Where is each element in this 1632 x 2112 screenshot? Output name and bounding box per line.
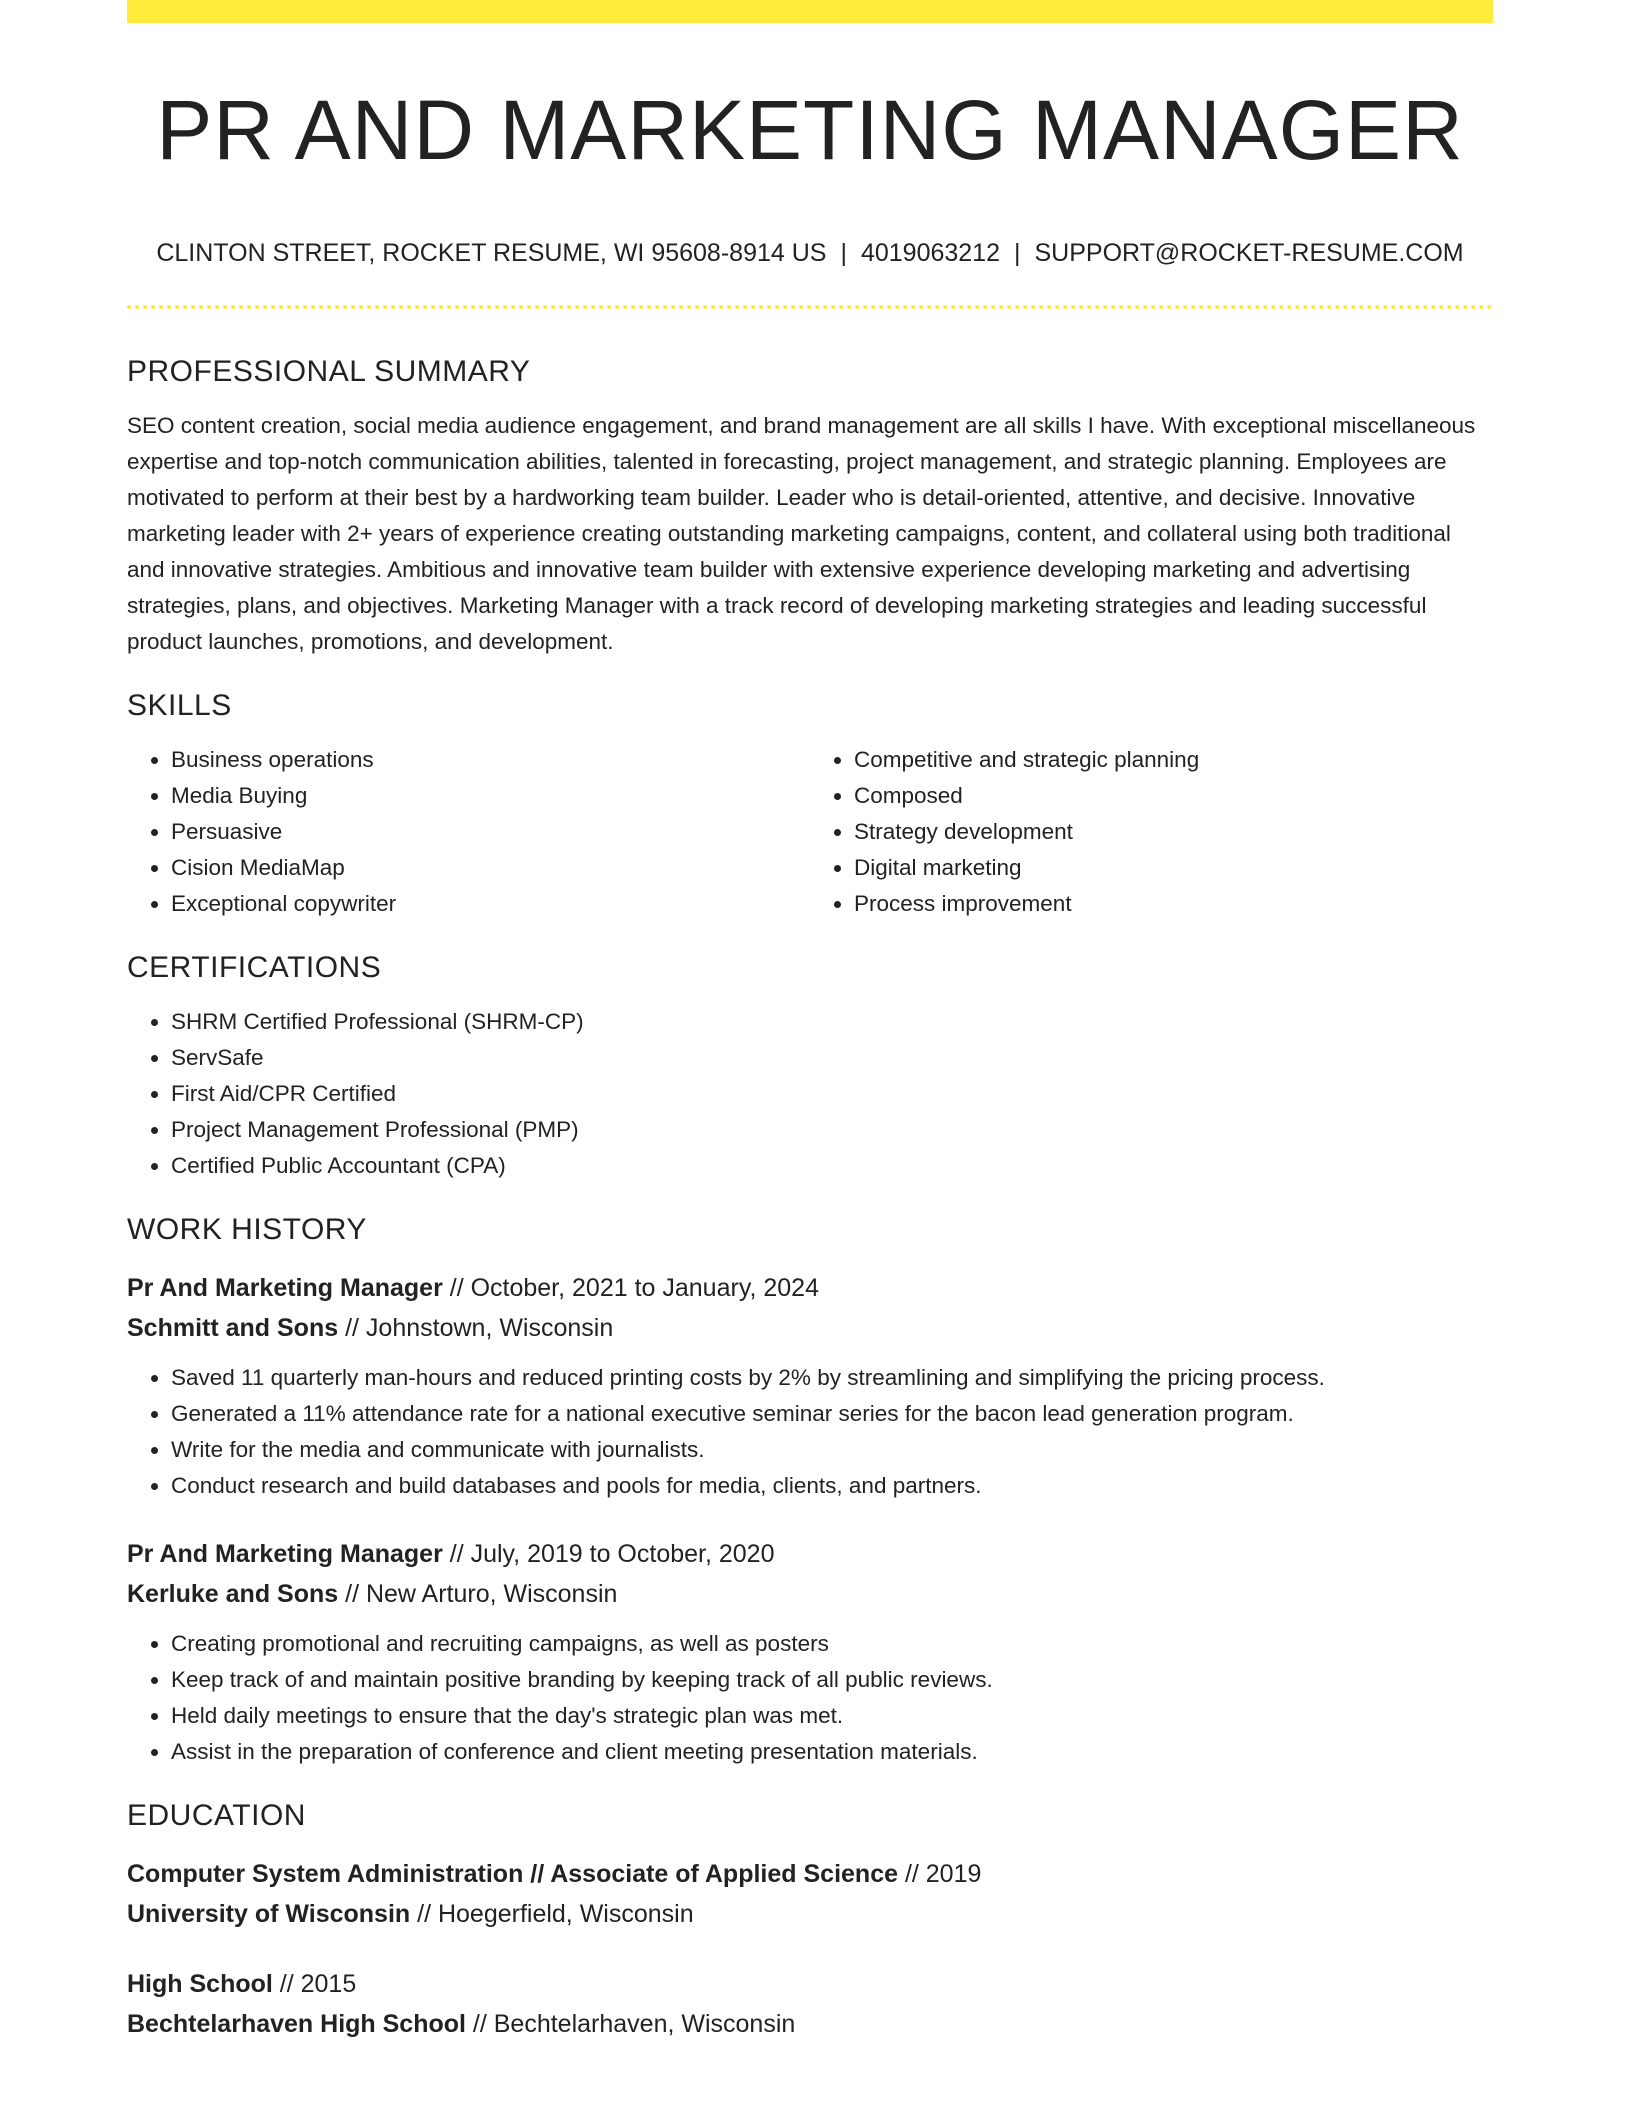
skill-item: • Business operations <box>171 742 810 778</box>
education-entry <box>127 1854 1493 1934</box>
job-company: Schmitt and Sons <box>127 1314 339 1342</box>
job-company-line <box>127 1574 1493 1614</box>
job-bullet: • Keep track of and maintain positive branding by keeping track of all public reviews. <box>171 1662 1493 1698</box>
skill-item: • Composed <box>854 778 1493 814</box>
job-entry <box>127 1534 1493 1770</box>
certification-item: • ServSafe <box>171 1040 1493 1076</box>
education-degree: Computer System Administration // Associate of Applied Science <box>127 1860 898 1888</box>
skill-item: • Process improvement <box>854 886 1493 922</box>
education-degree: High School <box>127 1970 273 1998</box>
education-degree-line <box>127 1964 1493 2004</box>
education-school: University of Wisconsin <box>127 1900 411 1928</box>
skills-section <box>127 686 1493 922</box>
skills-left-list <box>127 742 810 922</box>
certification-item: • Project Management Professional (PMP) <box>171 1112 1493 1148</box>
education-school-line <box>127 2004 1493 2044</box>
education-degree-line <box>127 1854 1493 1894</box>
job-entry <box>127 1268 1493 1504</box>
job-bullet: • Saved 11 quarterly man-hours and reduced printing costs by 2% by streamlining and simplifying the pricing process. <box>171 1360 1493 1396</box>
summary-heading: PROFESSIONAL SUMMARY <box>127 355 531 388</box>
education-entry <box>127 1964 1493 2044</box>
job-bullet: • Assist in the preparation of conference and client meeting presentation materials. <box>171 1734 1493 1770</box>
education-heading: EDUCATION <box>127 1799 306 1832</box>
contact-separator: | <box>1014 239 1021 267</box>
skill-item: • Persuasive <box>171 814 810 850</box>
resume-title: PR AND MARKETING MANAGER <box>156 83 1464 177</box>
contact-address: CLINTON STREET, ROCKET RESUME, WI 95608-8914 US <box>156 239 827 267</box>
certification-item: • SHRM Certified Professional (SHRM-CP) <box>171 1004 1493 1040</box>
job-dates: // October, 2021 to January, 2024 <box>442 1274 819 1302</box>
job-title: Pr And Marketing Manager <box>127 1540 443 1568</box>
summary-text: SEO content creation, social media audience engagement, and brand management are all skills I have. With exceptional miscellaneous expertise and top-notch communication abilities, talented in forecasting, project management, and strategic planning. Employees are motivated to perform at their best by a hardworking team builder. Leader who is detail-oriented, attentive, and decisive. Innovative marketing leader with 2+ years of experience creating outstanding marketing campaigns, content, and collateral using both traditional and innovative strategies. Ambitious and innovative team builder with extensive experience developing marketing and advertising strategies, plans, and objectives. Marketing Manager with a track record of developing marketing strategies and leading successful product launches, promotions, and development. <box>127 413 1476 654</box>
job-bullet: • Creating promotional and recruiting campaigns, as well as posters <box>171 1626 1493 1662</box>
skill-item: • Strategy development <box>854 814 1493 850</box>
skills-right-list <box>810 742 1493 922</box>
education-year: // 2015 <box>272 1970 357 1998</box>
certifications-section <box>127 948 1493 1184</box>
certifications-list <box>127 1004 1493 1184</box>
certification-item: • First Aid/CPR Certified <box>171 1076 1493 1112</box>
skill-item: • Cision MediaMap <box>171 850 810 886</box>
contact-separator: | <box>840 239 847 267</box>
job-company-line <box>127 1308 1493 1348</box>
accent-bar <box>127 0 1493 23</box>
skills-columns <box>127 742 1493 922</box>
contact-line <box>127 236 1493 270</box>
job-title-line <box>127 1268 1493 1308</box>
work-history-heading: WORK HISTORY <box>127 1213 367 1246</box>
job-title-line <box>127 1534 1493 1574</box>
job-bullet: • Generated a 11% attendance rate for a national executive seminar series for the bacon lead generation program. <box>171 1396 1493 1432</box>
resume-content <box>127 352 1493 2044</box>
contact-phone: 4019063212 <box>860 239 1000 267</box>
contact-email: SUPPORT@ROCKET-RESUME.COM <box>1034 239 1464 267</box>
education-section <box>127 1796 1493 2044</box>
skill-item: • Exceptional copywriter <box>171 886 810 922</box>
certification-item: • Certified Public Accountant (CPA) <box>171 1148 1493 1184</box>
dotted-divider <box>127 305 1493 309</box>
job-bullet-list <box>127 1360 1493 1504</box>
job-dates: // July, 2019 to October, 2020 <box>442 1540 775 1568</box>
job-location: // Johnstown, Wisconsin <box>338 1314 614 1342</box>
certifications-heading: CERTIFICATIONS <box>127 951 382 984</box>
job-company: Kerluke and Sons <box>127 1580 339 1608</box>
job-location: // New Arturo, Wisconsin <box>338 1580 618 1608</box>
skill-item: • Media Buying <box>171 778 810 814</box>
skill-item: • Digital marketing <box>854 850 1493 886</box>
education-year: // 2019 <box>898 1860 982 1888</box>
work-history-section <box>127 1210 1493 1770</box>
skill-item: • Competitive and strategic planning <box>854 742 1493 778</box>
skills-heading: SKILLS <box>127 689 232 722</box>
job-bullet: • Write for the media and communicate with journalists. <box>171 1432 1493 1468</box>
job-bullet-list <box>127 1626 1493 1770</box>
job-title: Pr And Marketing Manager <box>127 1274 443 1302</box>
education-location: // Hoegerfield, Wisconsin <box>410 1900 694 1928</box>
education-location: // Bechtelarhaven, Wisconsin <box>465 2010 796 2038</box>
job-bullet: • Conduct research and build databases and pools for media, clients, and partners. <box>171 1468 1493 1504</box>
education-school-line <box>127 1894 1493 1934</box>
summary-section <box>127 352 1493 660</box>
job-bullet: • Held daily meetings to ensure that the day's strategic plan was met. <box>171 1698 1493 1734</box>
education-school: Bechtelarhaven High School <box>127 2010 466 2038</box>
